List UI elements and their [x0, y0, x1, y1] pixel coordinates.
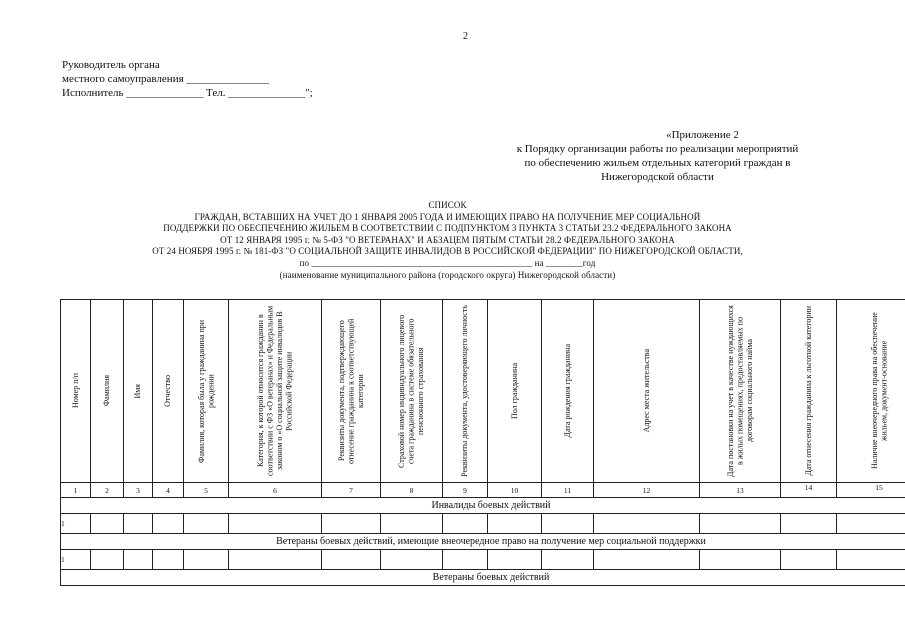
column-number: 4 — [153, 483, 184, 498]
signature-block — [62, 58, 313, 100]
table-cell — [124, 514, 153, 534]
table-cell — [322, 514, 381, 534]
table-cell — [381, 550, 443, 570]
column-number-row — [61, 483, 905, 498]
list-header-line: ГРАЖДАН, ВСТАВШИХ НА УЧЕТ ДО 1 ЯНВАРЯ 2005 ГОДА И ИМЕЮЩИХ ПРАВО НА ПОЛУЧЕНИЕ МЕР СОЦИАЛЬНОЙ — [194, 211, 701, 222]
list-header-line: по ________________________________________________ на ________год — [299, 257, 596, 268]
table-cell — [837, 550, 905, 570]
column-header: Фамилия — [91, 300, 124, 483]
table-cell — [542, 550, 594, 570]
table-cell — [229, 550, 322, 570]
list-title: СПИСОК — [428, 200, 467, 210]
column-number: 7 — [322, 483, 381, 498]
table-cell — [594, 550, 700, 570]
signature-line-authority: местного самоуправления _______________ — [62, 73, 269, 85]
column-header: Реквизиты документа, удостоверяющего личность — [443, 300, 488, 483]
list-header-caption: (наименование муниципального района (городского округа) Нижегородской области) — [279, 269, 616, 280]
column-header: Отчество — [153, 300, 184, 483]
table-cell — [443, 514, 488, 534]
column-header: Номер п/п — [61, 300, 91, 483]
appendix-title: «Приложение 2 — [666, 129, 739, 141]
column-header: Имя — [124, 300, 153, 483]
table-row — [61, 514, 905, 534]
section-row — [61, 570, 905, 586]
column-header: Категория, к которой относится гражданин в соответствии с ФЗ «О ветеранах» и Федеральным законом о «О социальной защите инвалидов В Российской Федерации — [229, 300, 322, 483]
column-number: 1 — [61, 483, 91, 498]
column-number: 14 — [781, 483, 837, 498]
table-cell — [443, 550, 488, 570]
column-header: Дата отнесения гражданина к льготной категории — [781, 300, 837, 483]
table-cell — [781, 514, 837, 534]
column-number: 9 — [443, 483, 488, 498]
table-cell — [542, 514, 594, 534]
column-number: 6 — [229, 483, 322, 498]
column-number: 10 — [488, 483, 542, 498]
list-header-line: ОТ 24 НОЯБРЯ 1995 г. № 181-ФЗ "О СОЦИАЛЬНОЙ ЗАЩИТЕ ИНВАЛИДОВ В РОССИЙСКОЙ ФЕДЕРАЦИИ" ПО НИЖЕГОРОДСКОЙ ОБЛАСТИ, — [152, 246, 743, 257]
table-cell — [381, 514, 443, 534]
column-number: 13 — [700, 483, 781, 498]
column-number: 11 — [542, 483, 594, 498]
table-cell — [153, 550, 184, 570]
table-cell — [594, 514, 700, 534]
appendix-block — [480, 128, 835, 184]
row-number: 1 — [61, 550, 91, 570]
table-cell — [322, 550, 381, 570]
column-number: 12 — [594, 483, 700, 498]
column-header: Наличие внеочередного права на обеспечение жильем, документ-основание — [837, 300, 905, 483]
table-cell — [700, 550, 781, 570]
section-title: Ветераны боевых действий, имеющие внеочередное право на получение мер социальной поддержки — [61, 534, 905, 550]
table-cell — [229, 514, 322, 534]
list-header-line: ОТ 12 ЯНВАРЯ 1995 г. № 5-ФЗ "О ВЕТЕРАНАХ" И АБЗАЦЕМ ПЯТЫМ СТАТЬИ 28.2 ФЕДЕРАЛЬНОГО ЗАКОНА — [220, 234, 675, 245]
section-row — [61, 534, 905, 550]
column-header: Адрес места жительства — [594, 300, 700, 483]
table-cell — [781, 550, 837, 570]
table-cell — [184, 514, 229, 534]
section-title: Ветераны боевых действий — [61, 570, 905, 586]
column-header: Пол гражданина — [488, 300, 542, 483]
column-number: 15 — [837, 483, 905, 498]
appendix-line: Нижегородской области — [601, 171, 714, 183]
list-header — [60, 200, 835, 281]
column-number: 5 — [184, 483, 229, 498]
column-header: Дата рождения гражданина — [542, 300, 594, 483]
column-number: 3 — [124, 483, 153, 498]
column-header: Фамилия, которая была у гражданина при рождении — [184, 300, 229, 483]
table-cell — [488, 550, 542, 570]
column-header: Дата постановки на учет в качестве нуждающихся в жилых помещениях, предоставляемых по договорам социального найма — [700, 300, 781, 483]
column-number: 2 — [91, 483, 124, 498]
table-header-row — [61, 300, 905, 483]
table-row — [61, 550, 905, 570]
citizens-table — [60, 299, 905, 586]
signature-line-head: Руководитель органа — [62, 59, 160, 71]
page-number: 2 — [463, 31, 468, 42]
column-header: Страховой номер индивидуального лицевого счета гражданина в системе обязательного пенсионного страхования — [381, 300, 443, 483]
table-cell — [124, 550, 153, 570]
table-cell — [700, 514, 781, 534]
row-number: 1 — [61, 514, 91, 534]
appendix-line: к Порядку организации работы по реализации мероприятий — [516, 143, 799, 155]
table-cell — [837, 514, 905, 534]
table-cell — [153, 514, 184, 534]
column-header: Реквизиты документа, подтверждающего отнесение гражданина к соответствующей категории — [322, 300, 381, 483]
table-cell — [91, 550, 124, 570]
section-row — [61, 498, 905, 514]
signature-line-executor: Исполнитель ______________ Тел. ______________"; — [62, 87, 313, 99]
section-title: Инвалиды боевых действий — [61, 498, 905, 514]
column-number: 8 — [381, 483, 443, 498]
table-cell — [488, 514, 542, 534]
table-cell — [91, 514, 124, 534]
appendix-line: по обеспечению жильем отдельных категорий граждан в — [524, 157, 791, 169]
table-cell — [184, 550, 229, 570]
list-header-line: ПОДДЕРЖКИ ПО ОБЕСПЕЧЕНИЮ ЖИЛЬЕМ В СООТВЕТСТВИИ С ПОДПУНКТОМ 3 ПУНКТА 3 СТАТЬИ 23.2 ФЕДЕРАЛЬНОГО ЗАКОНА — [163, 223, 732, 234]
